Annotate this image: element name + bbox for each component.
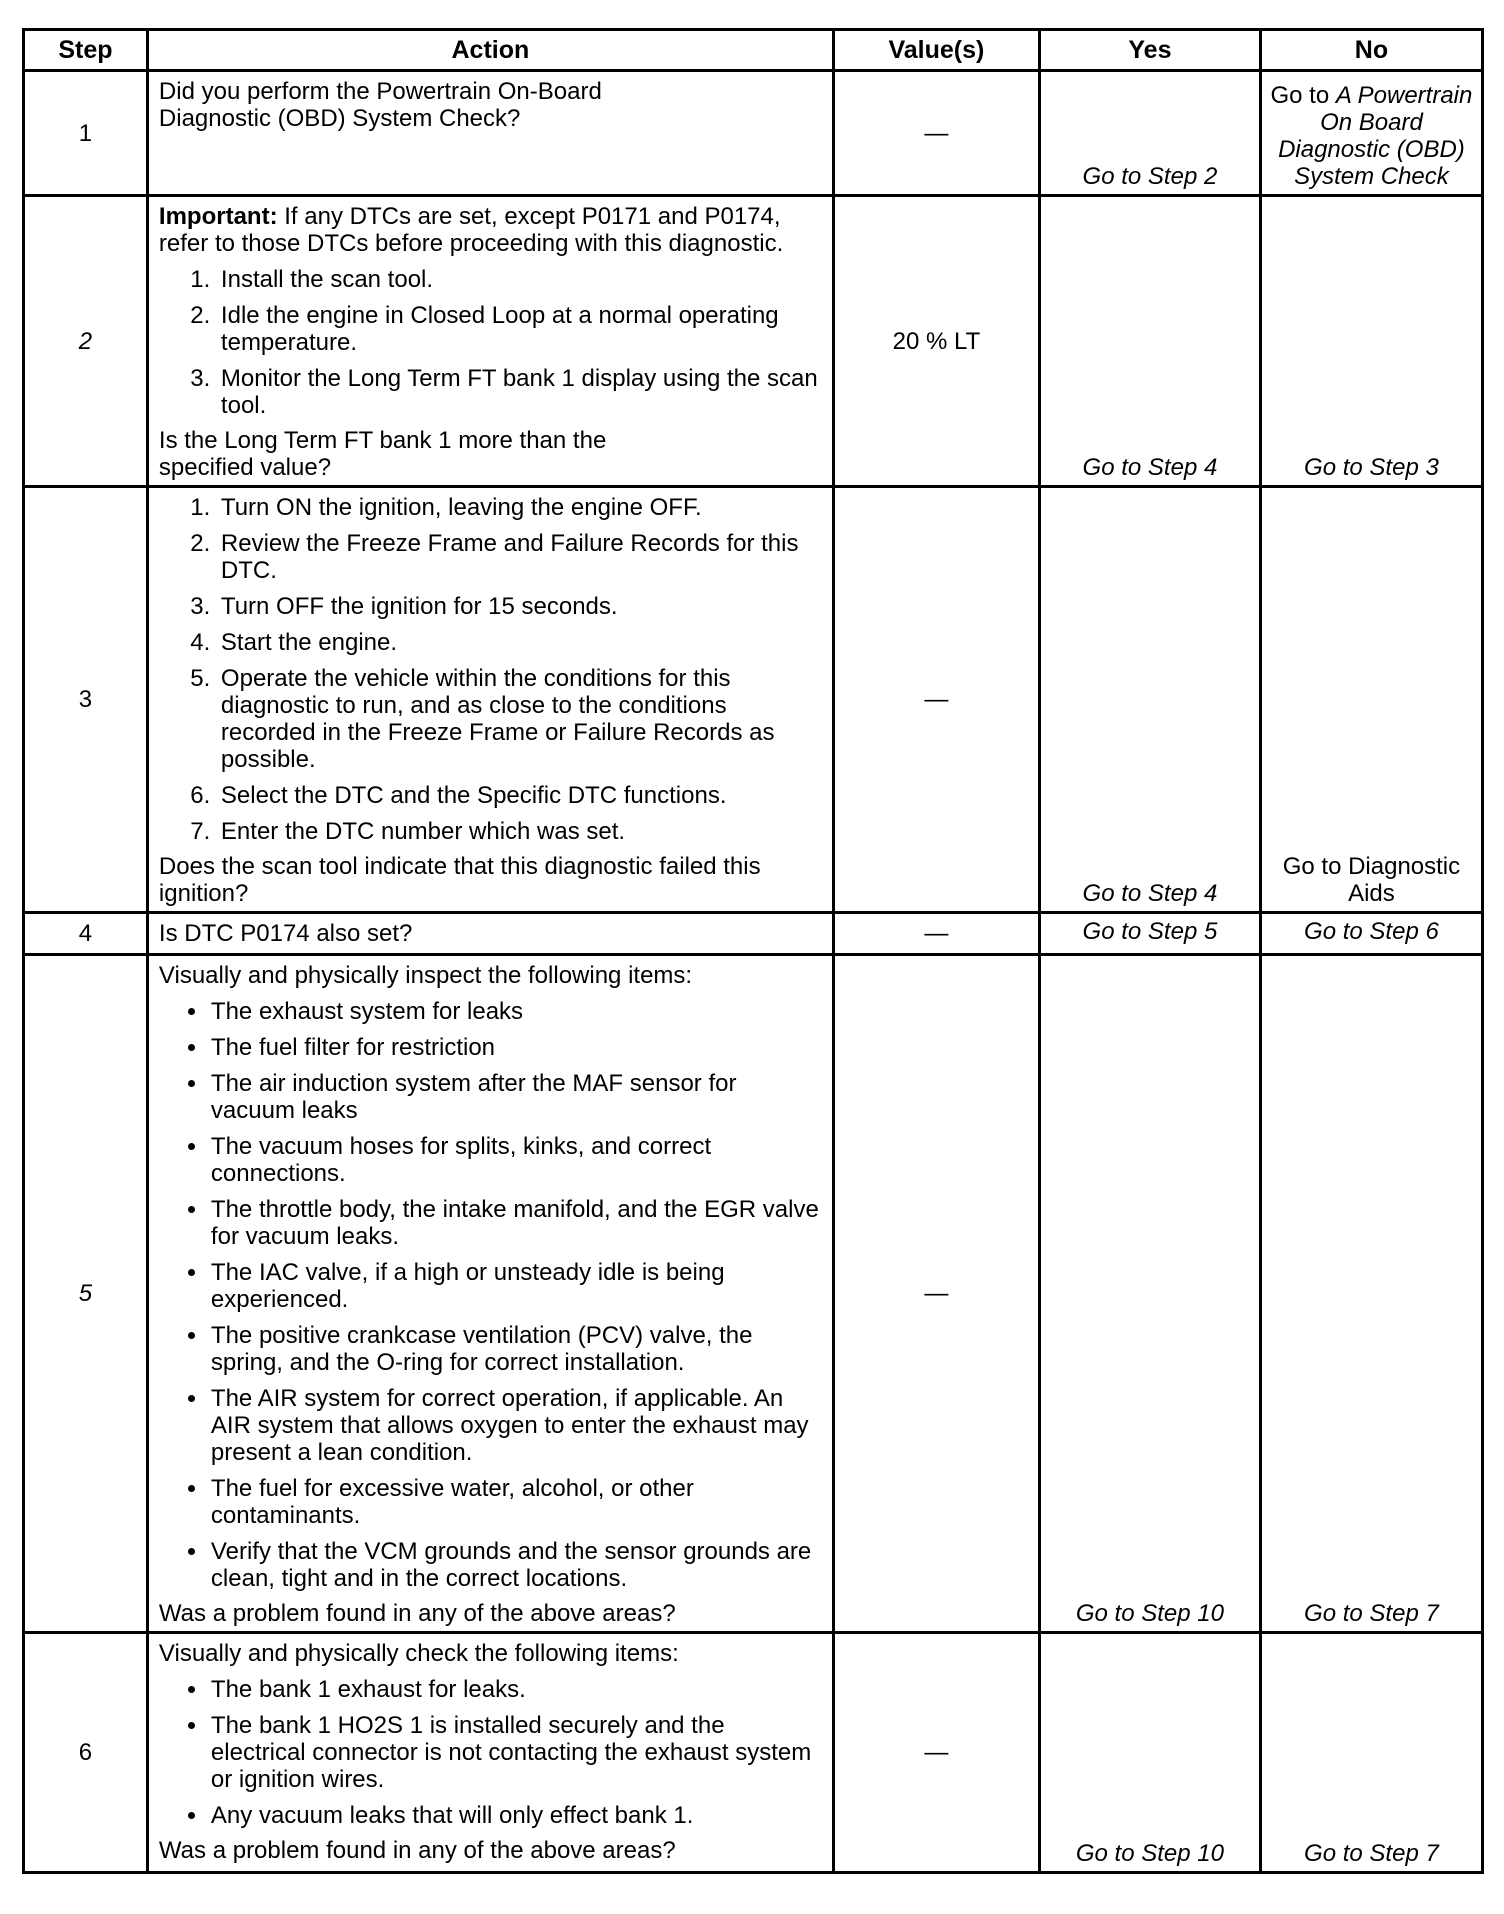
yes-cell: Go to Step 2 — [1040, 71, 1261, 196]
procedure-step: 4. Start the engine. — [217, 629, 822, 656]
header-yes: Yes — [1040, 30, 1261, 71]
table-row-step-2 — [24, 196, 1483, 487]
action-cell — [147, 913, 833, 955]
inspection-item: • Any vacuum leaks that will only effect bank 1. — [209, 1802, 822, 1829]
value-cell: — — [833, 1633, 1039, 1873]
procedure-step: 7. Enter the DTC number which was set. — [217, 818, 822, 845]
question-text: Was a problem found in any of the above areas? — [158, 1837, 676, 1864]
diagnostic-table — [22, 28, 1484, 1874]
procedure-list — [159, 494, 822, 845]
no-cell: Go to Step 6 — [1260, 913, 1482, 955]
no-link-text: A Powertrain On Board Diagnostic (OBD) System Check — [1278, 82, 1473, 190]
yes-cell: Go to Step 5 — [1040, 913, 1261, 955]
inspection-list — [159, 998, 822, 1592]
inspection-item: • Verify that the VCM grounds and the sensor grounds are clean, tight and in the correct locations. — [209, 1538, 822, 1592]
value-cell: — — [833, 955, 1039, 1633]
action-cell — [147, 1633, 833, 1873]
question-text: Was a problem found in any of the above areas? — [158, 1600, 676, 1627]
step-number: 1 — [24, 71, 148, 196]
value-cell: — — [833, 913, 1039, 955]
important-label: Important: — [158, 203, 278, 230]
no-prefix: Go to — [1270, 82, 1336, 109]
no-cell: Go to Diagnostic Aids — [1260, 487, 1482, 913]
inspection-item: • The bank 1 HO2S 1 is installed securely and the electrical connector is not contacting the exhaust system or ignition wires. — [209, 1712, 822, 1793]
procedure-step: 2. Idle the engine in Closed Loop at a normal operating temperature. — [217, 302, 822, 356]
inspection-item: • The fuel filter for restriction — [209, 1034, 822, 1061]
intro-text: Visually and physically inspect the following items: — [158, 962, 693, 989]
action-cell — [147, 955, 833, 1633]
action-cell — [147, 196, 833, 487]
header-step: Step — [24, 30, 148, 71]
no-cell — [1260, 71, 1482, 196]
table-row-step-1 — [24, 71, 1483, 196]
procedure-step: 2. Review the Freeze Frame and Failure Records for this DTC. — [217, 530, 822, 584]
value-cell: 20 % LT — [833, 196, 1039, 487]
procedure-step: 5. Operate the vehicle within the conditions for this diagnostic to run, and as close to the conditions recorded in the Freeze Frame or Failure Records as possible. — [217, 665, 822, 773]
step-number: 3 — [24, 487, 148, 913]
inspection-item: • The bank 1 exhaust for leaks. — [209, 1676, 822, 1703]
table-row-step-3 — [24, 487, 1483, 913]
yes-cell: Go to Step 10 — [1040, 1633, 1261, 1873]
step-number: 6 — [24, 1633, 148, 1873]
procedure-step: 3. Turn OFF the ignition for 15 seconds. — [217, 593, 822, 620]
procedure-step: 1. Install the scan tool. — [217, 266, 822, 293]
no-cell: Go to Step 7 — [1260, 955, 1482, 1633]
table-row-step-4 — [24, 913, 1483, 955]
inspection-item: • The AIR system for correct operation, if applicable. An AIR system that allows oxygen to enter the exhaust may present a lean condition. — [209, 1385, 822, 1466]
intro-text: Visually and physically check the following items: — [158, 1640, 679, 1667]
action-cell — [147, 487, 833, 913]
header-row — [24, 30, 1483, 71]
yes-cell: Go to Step 4 — [1040, 196, 1261, 487]
action-cell — [147, 71, 833, 196]
yes-cell: Go to Step 4 — [1040, 487, 1261, 913]
important-text: If any DTCs are set, except P0171 and P0174, refer to those DTCs before proceeding with this diagnostic. — [158, 203, 784, 257]
procedure-list — [159, 266, 822, 419]
question-text: Did you perform the Powertrain On-Board Diagnostic (OBD) System Check? — [158, 78, 602, 132]
no-cell: Go to Step 7 — [1260, 1633, 1482, 1873]
question-text: Is DTC P0174 also set? — [158, 920, 413, 947]
important-note — [159, 203, 822, 257]
inspection-item: • The positive crankcase ventilation (PCV) valve, the spring, and the O-ring for correct installation. — [209, 1322, 822, 1376]
inspection-item: • The throttle body, the intake manifold, and the EGR valve for vacuum leaks. — [209, 1196, 822, 1250]
value-cell: — — [833, 487, 1039, 913]
inspection-item: • The air induction system after the MAF sensor for vacuum leaks — [209, 1070, 822, 1124]
table-row-step-5 — [24, 955, 1483, 1633]
no-cell: Go to Step 3 — [1260, 196, 1482, 487]
inspection-item: • The IAC valve, if a high or unsteady idle is being experienced. — [209, 1259, 822, 1313]
question-text: Does the scan tool indicate that this diagnostic failed this ignition? — [158, 853, 761, 907]
table-row-step-6 — [24, 1633, 1483, 1873]
inspection-list — [159, 1676, 822, 1829]
procedure-step: 3. Monitor the Long Term FT bank 1 display using the scan tool. — [217, 365, 822, 419]
inspection-item: • The fuel for excessive water, alcohol, or other contaminants. — [209, 1475, 822, 1529]
value-cell: — — [833, 71, 1039, 196]
step-number: 2 — [24, 196, 148, 487]
inspection-item: • The exhaust system for leaks — [209, 998, 822, 1025]
yes-cell: Go to Step 10 — [1040, 955, 1261, 1633]
step-number: 4 — [24, 913, 148, 955]
header-values: Value(s) — [833, 30, 1039, 71]
inspection-item: • The vacuum hoses for splits, kinks, and correct connections. — [209, 1133, 822, 1187]
step-number: 5 — [24, 955, 148, 1633]
header-no: No — [1260, 30, 1482, 71]
procedure-step: 1. Turn ON the ignition, leaving the engine OFF. — [217, 494, 822, 521]
question-text: Is the Long Term FT bank 1 more than the specified value? — [158, 427, 607, 481]
header-action: Action — [147, 30, 833, 71]
procedure-step: 6. Select the DTC and the Specific DTC functions. — [217, 782, 822, 809]
